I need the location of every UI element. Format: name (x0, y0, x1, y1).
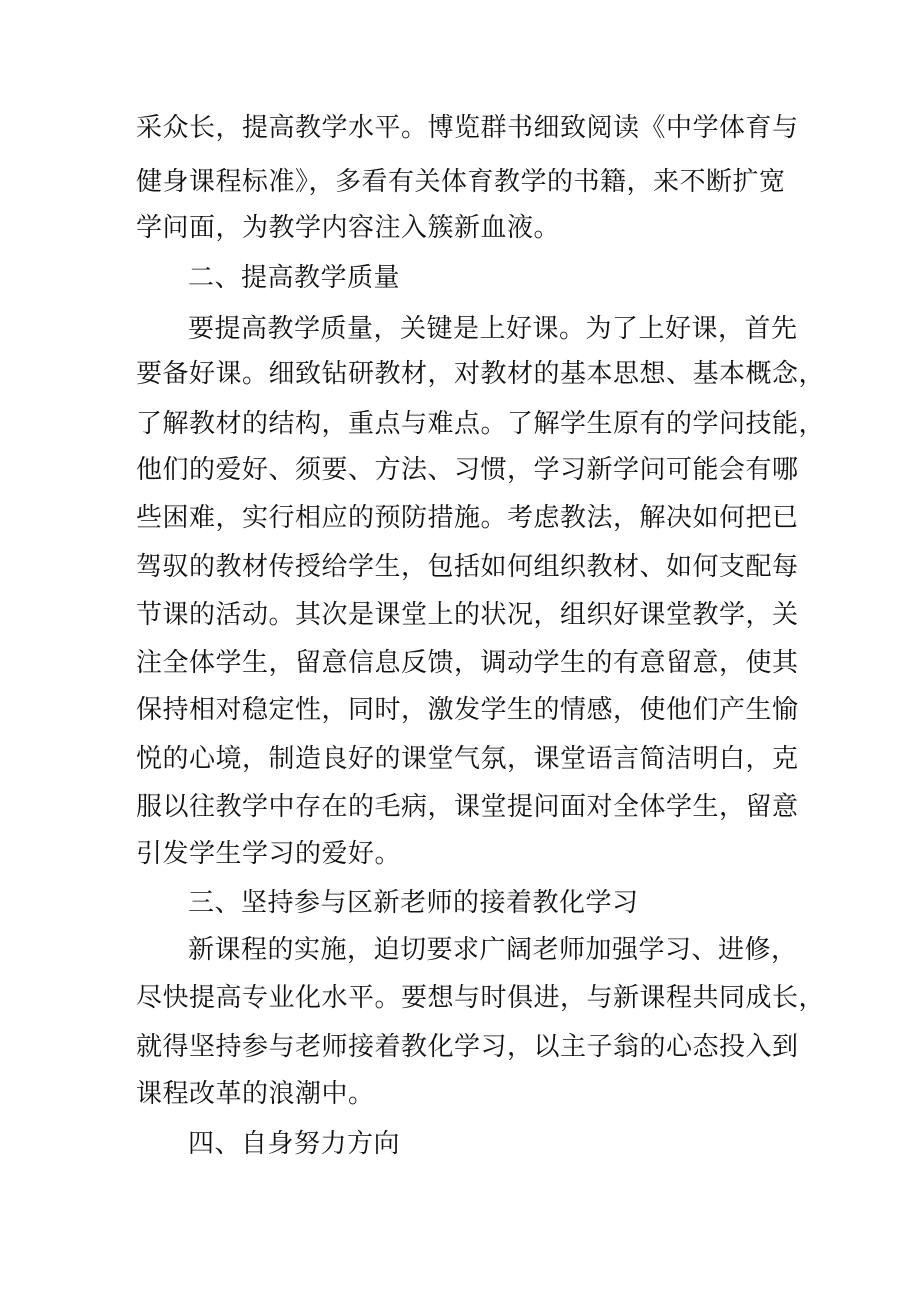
paragraph-line: 驾驭的教材传授给学生，包括如何组织教材、如何支配每 (136, 552, 799, 582)
paragraph-line: 课程改革的浪潮中。 (136, 1079, 375, 1109)
paragraph-line: 就得坚持参与老师接着教化学习，以主子翁的心态投入到 (136, 1032, 799, 1062)
paragraph-line: 服以往教学中存在的毛病，课堂提问面对全体学生，留意 (136, 792, 799, 822)
paragraph-line: 节课的活动。其次是课堂上的状况，组织好课堂教学，关 (136, 600, 799, 630)
paragraph-line: 要提高教学质量，关键是上好课。为了上好课，首先 (188, 314, 798, 344)
paragraph-line: 保持相对稳定性，同时，激发学生的情感，使他们产生愉 (136, 695, 799, 725)
paragraph-line: 些困难，实行相应的预防措施。考虑教法，解决如何把已 (136, 503, 799, 533)
section-heading-2: 二、提高教学质量 (188, 263, 401, 293)
paragraph-line: 他们的爱好、须要、方法、习惯，学习新学问可能会有哪 (136, 455, 799, 485)
section-heading-4: 四、自身努力方向 (188, 1129, 401, 1159)
paragraph-line: 要备好课。细致钻研教材，对教材的基本思想、基本概念， (136, 359, 826, 389)
paragraph-line: 悦的心境，制造良好的课堂气氛，课堂语言简洁明白，克 (136, 744, 799, 774)
paragraph-line: 新课程的实施，迫切要求广阔老师加强学习、进修， (188, 935, 798, 965)
paragraph-line: 了解教材的结构，重点与难点。了解学生原有的学问技能， (136, 409, 826, 439)
paragraph-line: 注全体学生，留意信息反馈，调动学生的有意留意，使其 (136, 648, 799, 678)
paragraph-line: 采众长，提高教学水平。博览群书细致阅读《中学体育与 (136, 113, 799, 143)
section-heading-3: 三、坚持参与区新老师的接着教化学习 (188, 888, 639, 918)
paragraph-line: 尽快提高专业化水平。要想与时俱进，与新课程共同成长， (136, 983, 826, 1013)
paragraph-line: 引发学生学习的爱好。 (136, 839, 402, 869)
paragraph-line: 健身课程标准》，多看有关体育教学的书籍，来不断扩宽 (136, 167, 786, 197)
paragraph-line: 学问面，为教学内容注入簇新血液。 (136, 213, 561, 243)
